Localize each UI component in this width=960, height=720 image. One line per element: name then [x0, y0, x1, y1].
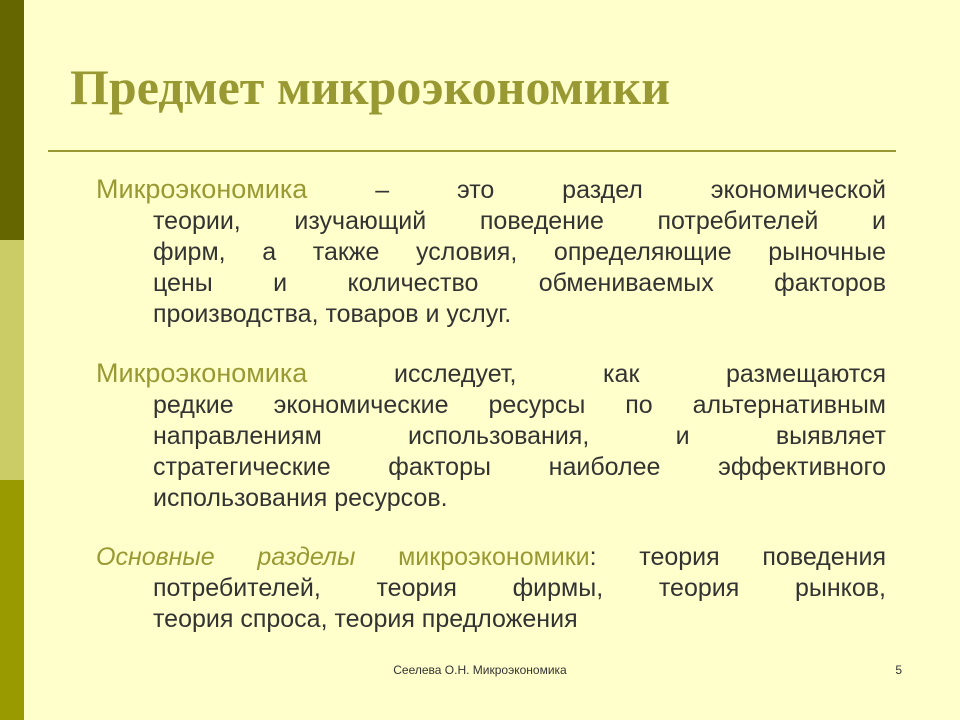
page-number: 5 — [895, 663, 902, 677]
paragraph-line: фирм, а также условия, определяющие рыночные — [153, 238, 886, 266]
paragraph-text: исследует, как размещаются — [307, 360, 886, 388]
title-divider — [48, 150, 896, 152]
paragraph-line: теория спроса, теория предложения — [153, 605, 578, 633]
paragraph-definition — [96, 174, 886, 330]
paragraph-line: производства, товаров и услуг. — [153, 300, 512, 328]
paragraph-line: теории, изучающий поведение потребителей и — [153, 207, 886, 235]
paragraph-line — [96, 542, 886, 573]
slide-title: Предмет микроэкономики — [70, 59, 671, 115]
paragraph-line — [96, 358, 886, 390]
highlighted-term: Микроэкономика — [96, 174, 308, 204]
paragraph-research — [96, 358, 886, 514]
highlighted-term-italic: Основные разделы — [96, 543, 356, 571]
slide-content — [96, 174, 886, 635]
paragraph-line — [96, 174, 886, 206]
paragraph-text: : теория поведения — [589, 543, 886, 571]
paragraph-text: – это раздел экономической — [307, 176, 886, 204]
highlighted-term: микроэкономики — [355, 543, 590, 571]
paragraph-line: использования ресурсов. — [153, 484, 448, 512]
decor-bar-bottom — [0, 480, 24, 720]
paragraph-sections — [96, 542, 886, 635]
slide-footer: Сеелева О.Н. Микроэкономика — [393, 663, 567, 677]
decor-bar-top — [0, 0, 24, 240]
paragraph-line: цены и количество обмениваемых факторов — [153, 269, 886, 297]
paragraph-line: редкие экономические ресурсы по альтернативным — [153, 391, 886, 419]
paragraph-line: направлениям использования, и выявляет — [153, 422, 886, 450]
paragraph-line: стратегические факторы наиболее эффективного — [153, 453, 886, 481]
paragraph-line: потребителей, теория фирмы, теория рынков, — [153, 574, 886, 602]
highlighted-term: Микроэкономика — [96, 358, 308, 388]
decor-bar-middle — [0, 240, 24, 480]
